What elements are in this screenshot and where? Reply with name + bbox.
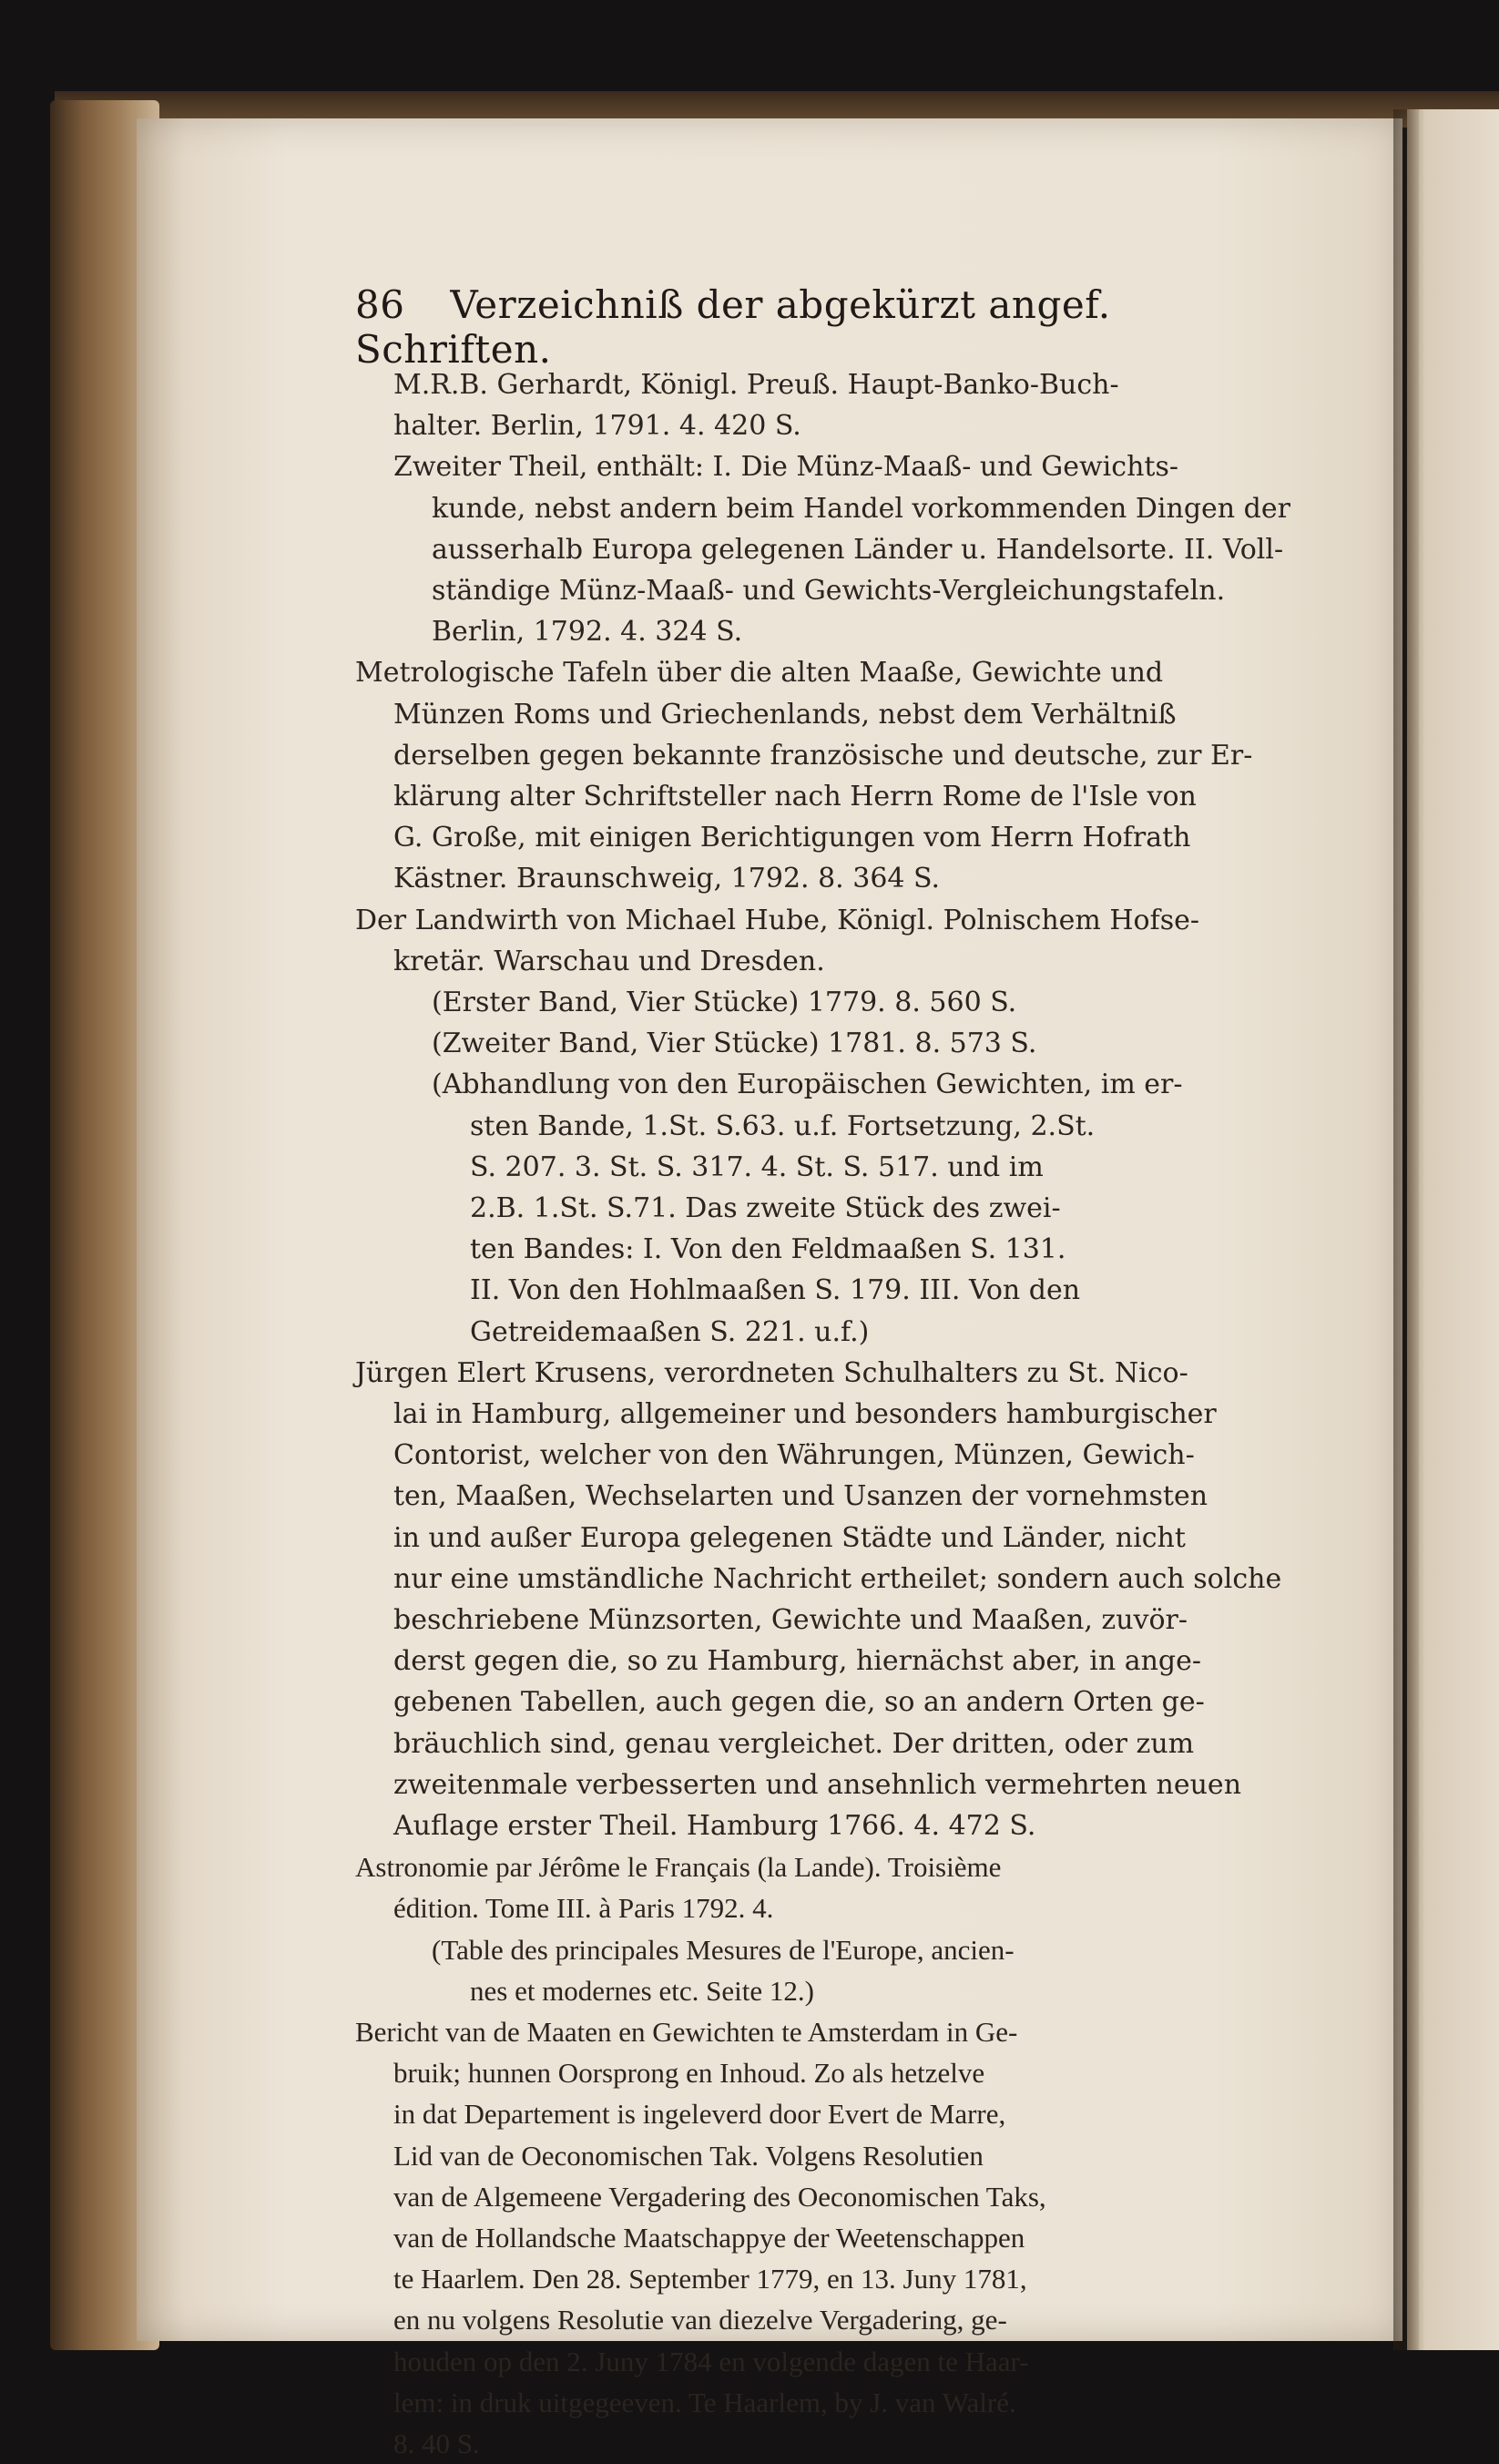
text-line: Kästner. Braunschweig, 1792. 8. 364 S. [393, 863, 941, 895]
text-line: Der Landwirth von Michael Hube, Königl. Polnischem Hofse- [355, 904, 1199, 936]
text-line: te Haarlem. Den 28. September 1779, en 13. Juny 1781, [393, 2263, 1027, 2295]
text-line: édition. Tome III. à Paris 1792. 4. [393, 1892, 774, 1925]
text-line: lai in Hamburg, allgemeiner und besonders hamburgischer [393, 1398, 1217, 1430]
text-line: gebenen Tabellen, auch gegen die, so an andern Orten ge- [393, 1686, 1205, 1719]
text-line: houden op den 2. Juny 1784 en volgende dagen te Haar- [393, 2345, 1029, 2377]
facing-page-edge [1407, 109, 1499, 2350]
text-line: Berlin, 1792. 4. 324 S. [432, 616, 743, 649]
text-line: klärung alter Schriftsteller nach Herrn Rome de l'Isle von [393, 781, 1197, 813]
text-line: ständige Münz-Maaß- und Gewichts-Vergleichungstafeln. [432, 575, 1226, 607]
page-number: 86 [355, 282, 405, 327]
text-line: derst gegen die, so zu Hamburg, hiernächst aber, in ange- [393, 1645, 1202, 1678]
text-line: Getreidemaaßen S. 221. u.f.) [470, 1315, 870, 1348]
text-line: Lid van de Oeconomischen Tak. Volgens Resolutien [393, 2139, 984, 2172]
text-line: zweitenmale verbesserten und ansehnlich vermehrten neuen [393, 1768, 1242, 1801]
text-line: II. Von den Hohlmaaßen S. 179. III. Von den [470, 1274, 1081, 1307]
text-line: 8. 40 S. [393, 2428, 480, 2459]
text-line: van de Algemeene Vergadering des Oeconomischen Taks, [393, 2180, 1046, 2213]
text-line: (Erster Band, Vier Stücke) 1779. 8. 560 S. [432, 987, 1017, 1018]
text-line: kretär. Warschau und Dresden. [393, 945, 825, 977]
text-line: bräuchlich sind, genau vergleichet. Der dritten, oder zum [393, 1727, 1195, 1760]
text-line: S. 207. 3. St. S. 317. 4. St. S. 517. und im [470, 1150, 1044, 1183]
text-line: kunde, nebst andern beim Handel vorkommenden Dingen der [432, 492, 1290, 525]
text-line: in dat Departement is ingeleverd door Evert de Marre, [393, 2098, 1006, 2131]
text-line: Astronomie par Jérôme le Français (la Lande). Troisième [355, 1851, 1002, 1884]
text-line: (Zweiter Band, Vier Stücke) 1781. 8. 573 S. [432, 1028, 1037, 1060]
text-line: van de Hollandsche Maatschappye der Weetenschappen [393, 2222, 1025, 2254]
text-line: Bericht van de Maaten en Gewichten te Amsterdam in Ge- [355, 2016, 1018, 2048]
running-header [355, 282, 1266, 372]
text-line: Contorist, welcher von den Währungen, Münzen, Gewich- [393, 1439, 1195, 1472]
text-line: Zweiter Theil, enthält: I. Die Münz-Maaß- und Gewichts- [393, 451, 1178, 484]
text-line: Jürgen Elert Krusens, verordneten Schulhalters zu St. Nico- [355, 1356, 1188, 1389]
text-line: lem: in druk uitgegeeven. Te Haarlem, by J. van Walré. [393, 2386, 1016, 2418]
text-line: 2.B. 1.St. S.71. Das zweite Stück des zwei- [470, 1192, 1061, 1224]
text-line: halter. Berlin, 1791. 4. 420 S. [393, 410, 801, 443]
text-line: beschriebene Münzsorten, Gewichte und Maaßen, zuvör- [393, 1604, 1188, 1636]
text-line: sten Bande, 1.St. S.63. u.f. Fortsetzung, 2.St. [470, 1109, 1096, 1142]
text-line: ten, Maaßen, Wechselarten und Usanzen der vornehmsten [393, 1480, 1208, 1513]
text-line: bruik; hunnen Oorsprong en Inhoud. Zo als hetzelve [393, 2057, 985, 2090]
text-line: nes et modernes etc. Seite 12.) [470, 1974, 814, 2007]
text-line: en nu volgens Resolutie van diezelve Vergadering, ge- [393, 2304, 1007, 2336]
page-gutter [1393, 109, 1419, 2350]
text-line: G. Große, mit einigen Berichtigungen vom Herrn Hofrath [393, 822, 1191, 854]
text-line: nur eine umständliche Nachricht ertheilet; sondern auch solche [393, 1562, 1282, 1595]
text-line: M.R.B. Gerhardt, Königl. Preuß. Haupt-Banko-Buch- [393, 369, 1119, 401]
text-line: derselben gegen bekannte französische und deutsche, zur Er- [393, 739, 1253, 772]
text-line: Münzen Roms und Griechenlands, nebst dem Verhältniß [393, 698, 1177, 731]
text-line: ten Bandes: I. Von den Feldmaaßen S. 131. [470, 1233, 1066, 1266]
text-line: (Abhandlung von den Europäischen Gewichten, im er- [432, 1068, 1183, 1101]
text-line: Auflage erster Theil. Hamburg 1766. 4. 472 S. [393, 1810, 1036, 1842]
text-line: in und außer Europa gelegenen Städte und Länder, nicht [393, 1521, 1186, 1554]
text-line: Metrologische Tafeln über die alten Maaße, Gewichte und [355, 657, 1164, 690]
text-line: ausserhalb Europa gelegenen Länder u. Handelsorte. II. Voll- [432, 533, 1284, 566]
running-title: Verzeichniß der abgekürzt angef. Schriften. [355, 282, 1111, 372]
text-line: (Table des principales Mesures de l'Europe, ancien- [432, 1933, 1015, 1966]
